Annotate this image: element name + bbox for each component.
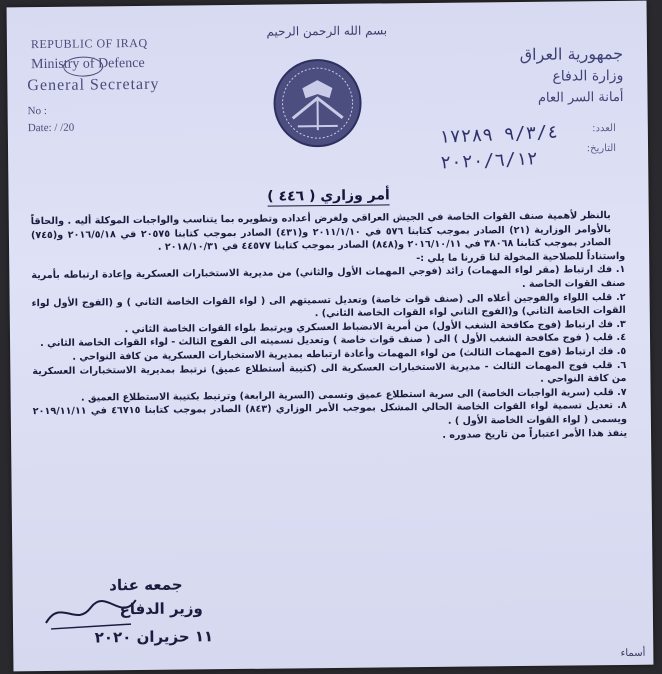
signatory-title: وزير الدفاع: [119, 599, 203, 619]
order-body: [31, 209, 627, 446]
signatory-name: جمعه عناد: [109, 575, 183, 595]
letterhead-ministry: Ministry of Defence: [31, 55, 145, 73]
reference-number: ٩/٣/٤ ١٧٢٨٩: [438, 121, 559, 148]
signature-block: [43, 575, 214, 647]
letterhead-number-label: No :: [27, 104, 47, 118]
letterhead-country: REPUBLIC OF IRAQ: [30, 35, 148, 52]
letterhead-department: General Secretary: [27, 75, 160, 95]
order-item-3: ٣. فك ارتباط (فوج مكافحة الشغب الأول) من أمرية الانضباط العسكري ويرتبط بلواء القوات الخاصة الثاني .: [124, 318, 626, 335]
order-item-7: ٧. قلب (سرية الواجبات الخاصة) الى سرية استطلاع عميق وتسمى (السرية الرابعة) وترتبط بكتيبة الاستطلاع العميق .: [80, 386, 627, 404]
letterhead-country-ar: جمهورية العراق: [519, 43, 624, 64]
arabic-letterhead: [473, 43, 624, 111]
order-item-5: ٥. فك ارتباط (فوج المهمات الثالث) من لواء المهمات وأعادة ارتباطه بمديرية الاستخبارات العسكرية من كافة النواحي .: [72, 345, 627, 363]
letterhead-department-ar: أمانة السر العام: [537, 89, 624, 106]
document-date: ٢٠٢٠/٦/١٢: [440, 148, 539, 174]
letterhead-date-label: Date: / /20: [27, 121, 75, 135]
order-item-4: ٤. قلب ( فوج مكافحة الشغب الأول ) الى ( صنف قوات خاصة ) وتعديل تسميته الى الفوج الثالث - لواء القوات الخاصة الثاني .: [40, 332, 627, 350]
date-label: التاريخ:: [586, 142, 617, 155]
basmala-heading: بسم الله الرحمن الرحيم: [266, 23, 388, 39]
document-page: [7, 1, 654, 672]
order-item-8: ٨. تعديل تسمية لواء القوات الخاصة الحالي المشكل بموجب الأمر الوزاري (٨٤٣) الصادر بموجب كتابنا ٤٦٧١٥ في ٢٠١٩/١١/١١ ويسمى ( لواء القوات الخاصة الأول ) .: [32, 400, 627, 427]
corner-text: أسماء: [620, 647, 646, 659]
reference-label: العدد:: [592, 122, 616, 135]
body-intro: بالنظر لأهمية صنف القوات الخاصة في الجيش العراقي ولغرض أعداده وتطويره بما يتناسب والواجبات الموكلة أليه . والحاقاً بالأوامر الوزارية (٢١) الصادر بموجب كتابنا ٥٧٦ في ٢٠١١/١/١٠ و(٤٣١) الصادر بموجب كتابنا ٢٠٥٧٥ في ٢٠١٦/٥/١٨ و(٧٤٥) الصادر بموجب كتابنا ٣٨٠٦٨ في ٢٠١٦/١٠/١١ و(٨٤٨) الصادر بموجب كتابنا ٤٤٥٧٧ في ٢٠١٨/١٠/٣١ .: [30, 210, 612, 253]
body-authority: واستناداً للصلاحية المخولة لنا قررنا ما يلي :-: [416, 250, 626, 264]
order-item-1: ١. فك ارتباط (مقر لواء المهمات) زائد (فوجي المهمات الأول والثاني) من مديرية الاستخبارات العسكرية وإعادة ارتباطه بأمرية صنف القوات الخاصة .: [31, 264, 626, 290]
letterhead-ministry-ar: وزارة الدفاع: [552, 67, 624, 85]
ministry-emblem-icon: [272, 58, 363, 149]
order-title: أمر وزاري ( ٤٤٦ ): [267, 187, 390, 205]
order-item-2: ٢. قلب اللواء والفوجين أعلاه الى (صنف قوات خاصة) وتعديل تسميتهم الى ( لواء القوات الخاصة الثاني ) و (الفوج الأول لواء القوات الخاصة الثاني) و(الفوج الثاني لواء القوات الخاصة الثاني) .: [31, 291, 626, 320]
signature-date: ١١ حزيران ٢٠٢٠: [94, 627, 214, 647]
body-closing: ينفذ هذا الأمر اعتباراً من تاريخ صدوره .: [442, 427, 628, 441]
order-item-6: ٦. قلب فوج المهمات الثالث - مديرية الاستخبارات العسكرية الى (كتيبة أستطلاع عميق) ترتبط بمديرية الاستخبارات العسكرية من كافة النواحي .: [32, 359, 627, 385]
